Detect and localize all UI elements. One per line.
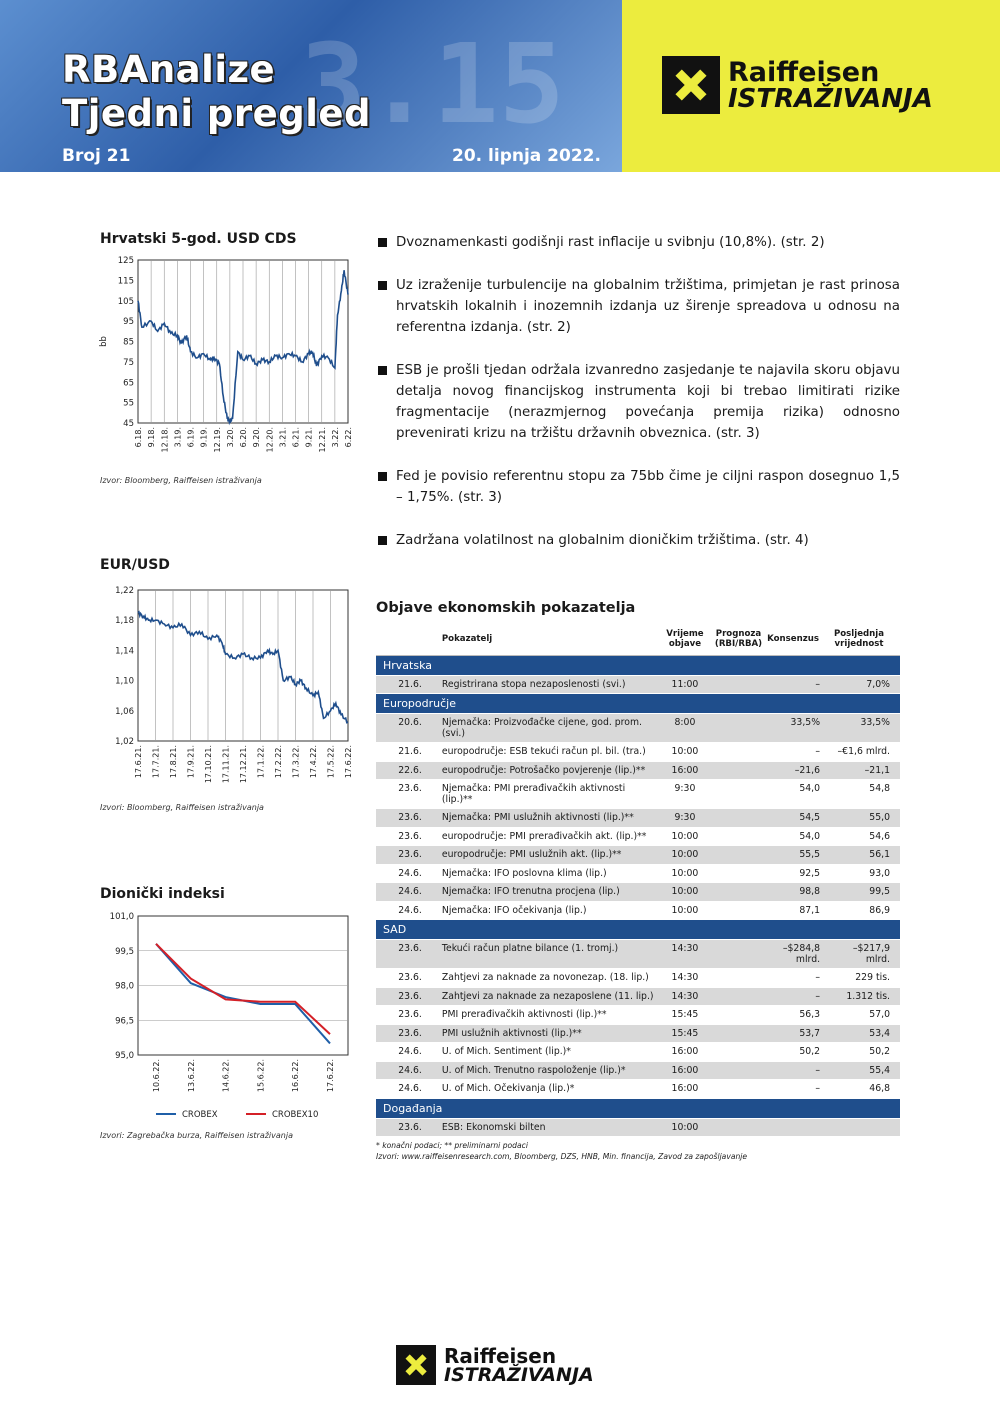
table-row [376,969,900,988]
table-section-row [376,655,900,675]
cell-name: Zahtjevi za naknade za nezaposlene (11. lip.) [436,987,657,1006]
x-tick-label: 15.6.22. [256,1059,266,1093]
x-tick-label: 12.18. [160,427,170,453]
cell-time: 10:00 [657,846,713,865]
cell-time: 8:00 [657,714,713,743]
cell-name: U. of Mich. Sentiment (lip.)* [436,1043,657,1062]
footer-raiffeisen-logo [396,1345,594,1385]
brand-division: ISTRAŽIVANJA [728,83,933,114]
cell-last: –21,1 [826,761,900,780]
cell-consensus: 54,0 [764,780,826,809]
cell-consensus: – [764,987,826,1006]
raiffeisen-gable-icon [662,56,720,114]
x-tick-label: 3.19. [173,427,183,448]
cell-consensus: – [764,1080,826,1099]
table-row [376,1080,900,1099]
y-tick-label: 45 [123,419,134,429]
cell-last: 86,9 [826,901,900,920]
cell-date: 22.6. [376,761,436,780]
report-subtitle: Tjedni pregled [62,92,371,135]
cell-forecast [713,969,764,988]
table-row [376,1118,900,1137]
table-row [376,743,900,762]
header-banner [0,0,622,172]
cell-name: Zahtjevi za naknade za novonezap. (18. lip.) [436,969,657,988]
cell-forecast [713,1080,764,1099]
cell-date: 23.6. [376,940,436,969]
brand-name: Raiffeisen [728,56,880,88]
section-label: Događanja [376,1098,900,1118]
x-tick-label: 9.21. [304,427,314,448]
cell-name: europodručje: PMI prerađivačkih akt. (lip.)** [436,827,657,846]
y-tick-label: 95 [123,317,134,328]
table-row [376,1024,900,1043]
highlight-item: Dvoznamenkasti godišnji rast inflacije u svibnju (10,8%). (str. 2) [378,232,900,253]
y-tick-label: 1,14 [115,646,134,657]
table-row [376,940,900,969]
table-row [376,1006,900,1025]
cell-name: PMI uslužnih aktivnosti (lip.)** [436,1024,657,1043]
cell-last: 53,4 [826,1024,900,1043]
table-row [376,987,900,1006]
cell-date: 23.6. [376,780,436,809]
x-tick-label: 16.6.22. [291,1059,301,1093]
cell-last: –$217,9 mlrd. [826,940,900,969]
x-tick-label: 12.19. [212,427,222,453]
cell-name: PMI prerađivačkih aktivnosti (lip.)** [436,1006,657,1025]
cell-consensus: – [764,675,826,694]
cell-time: 10:00 [657,864,713,883]
cell-date: 23.6. [376,809,436,828]
raiffeisen-gable-icon [396,1345,436,1385]
y-tick-label: 1,06 [115,706,134,717]
cell-forecast [713,864,764,883]
table-section-row [376,1098,900,1118]
cell-date: 24.6. [376,1061,436,1080]
cell-last: 99,5 [826,883,900,902]
x-tick-label: 6.22. [344,427,353,448]
cell-date: 23.6. [376,1118,436,1137]
table-row [376,901,900,920]
cell-consensus: 53,7 [764,1024,826,1043]
x-tick-label: 12.21. [317,427,327,453]
cell-name: Njemačka: PMI prerađivačkih aktivnosti (lip.)** [436,780,657,809]
cell-forecast [713,761,764,780]
x-tick-label: 12.20. [265,427,275,453]
cell-consensus: 50,2 [764,1043,826,1062]
cell-date: 21.6. [376,675,436,694]
table-section-row [376,694,900,714]
x-tick-label: 17.9.21. [186,745,196,779]
cell-last: –€1,6 mlrd. [826,743,900,762]
cell-date: 23.6. [376,846,436,865]
x-tick-label: 17.5.22. [326,745,336,779]
table-row [376,864,900,883]
x-tick-label: 17.2.22. [274,745,283,779]
economic-releases-table [376,623,900,1137]
cell-last: 46,8 [826,1080,900,1099]
eurusd-chart-title: EUR/USD [100,557,170,573]
y-tick-label: 65 [123,378,134,389]
cell-forecast [713,1006,764,1025]
cell-time: 14:30 [657,940,713,969]
table-row [376,761,900,780]
cell-forecast [713,901,764,920]
footer-brand-division: ISTRAŽIVANJA [444,1363,594,1386]
legend-label-crobex10: CROBEX10 [272,1110,319,1120]
cell-last: 56,1 [826,846,900,865]
y-tick-label: 99,5 [115,946,134,957]
cell-forecast [713,1024,764,1043]
table-row [376,846,900,865]
cell-time: 10:00 [657,827,713,846]
cell-last [826,1118,900,1137]
table-row [376,675,900,694]
x-tick-label: 17.8.21. [169,745,178,779]
y-tick-label: 1,18 [115,616,134,627]
cell-date: 23.6. [376,969,436,988]
cell-consensus: – [764,743,826,762]
x-tick-label: 6.21. [291,427,301,448]
cell-date: 23.6. [376,1006,436,1025]
y-tick-label: 55 [123,398,134,409]
cell-forecast [713,780,764,809]
cell-last: 93,0 [826,864,900,883]
raiffeisen-logo [662,56,933,114]
cell-date: 24.6. [376,901,436,920]
cell-forecast [713,987,764,1006]
table-row [376,809,900,828]
y-axis-label: bb [99,336,109,347]
cell-last: 229 tis. [826,969,900,988]
y-tick-label: 1,22 [115,586,134,596]
cell-last: 54,6 [826,827,900,846]
cell-consensus: 54,0 [764,827,826,846]
cell-name: Njemačka: Proizvođačke cijene, god. prom. (svi.) [436,714,657,743]
cell-name: Njemačka: IFO očekivanja (lip.) [436,901,657,920]
cell-consensus: 92,5 [764,864,826,883]
eurusd-chart [96,580,354,795]
x-tick-label: 17.3.22. [291,745,301,779]
cell-last: 55,4 [826,1061,900,1080]
header-forecast: Prognoza (RBI/RBA) [713,623,764,655]
cell-consensus: 87,1 [764,901,826,920]
header-indicator: Pokazatelj [436,623,657,655]
cell-time: 10:00 [657,1118,713,1137]
x-tick-label: 6.20. [239,427,248,448]
table-section-row [376,920,900,940]
cell-time: 15:45 [657,1024,713,1043]
x-tick-label: 14.6.22. [221,1059,231,1093]
cell-date: 24.6. [376,883,436,902]
x-tick-label: 3.20. [225,427,235,448]
y-tick-label: 75 [123,357,134,368]
y-tick-label: 101,0 [109,912,134,922]
cell-time: 10:00 [657,901,713,920]
cell-time: 10:00 [657,743,713,762]
cell-time: 10:00 [657,883,713,902]
cell-last: 7,0% [826,675,900,694]
header-last: Posljednja vrijednost [826,623,900,655]
cell-consensus: –$284,8 mlrd. [764,940,826,969]
cell-time: 16:00 [657,1080,713,1099]
cell-forecast [713,743,764,762]
x-tick-label: 17.1.22. [256,745,266,779]
x-tick-label: 17.4.22. [309,745,318,779]
cell-date: 23.6. [376,1024,436,1043]
table-row [376,827,900,846]
highlights-list [378,232,900,573]
cell-name: Registrirana stopa nezaposlenosti (svi.) [436,675,657,694]
cell-last: 55,0 [826,809,900,828]
cell-name: U. of Mich. Očekivanja (lip.)* [436,1080,657,1099]
cell-forecast [713,1061,764,1080]
cell-name: europodručje: ESB tekući račun pl. bil. (tra.) [436,743,657,762]
x-tick-label: 9.18. [147,427,157,448]
x-tick-label: 17.6.22. [344,745,353,779]
indices-chart-title: Dionički indeksi [100,886,225,902]
cell-consensus [764,1118,826,1137]
table-title: Objave ekonomskih pokazatelja [376,600,636,616]
highlight-item: Zadržana volatilnost na globalnim dioničkim tržištima. (str. 4) [378,530,900,551]
cell-time: 9:30 [657,809,713,828]
table-row [376,883,900,902]
cds-chart-title: Hrvatski 5-god. USD CDS [100,231,297,247]
cell-forecast [713,1118,764,1137]
header-time: Vrijeme objave [657,623,713,655]
table-sources: Izvori: www.raiffeisenresearch.com, Bloomberg, DZS, HNB, Min. financija, Zavod za zapošljavanje [376,1152,748,1161]
cell-forecast [713,883,764,902]
cell-forecast [713,940,764,969]
cell-last: 1.312 tis. [826,987,900,1006]
cell-date: 21.6. [376,743,436,762]
cell-name: U. of Mich. Trenutno raspoloženje (lip.)* [436,1061,657,1080]
cell-date: 23.6. [376,827,436,846]
x-tick-label: 6.19. [186,427,196,448]
cell-name: Njemačka: IFO trenutna procjena (lip.) [436,883,657,902]
eurusd-chart-source: Izvori: Bloomberg, Raiffeisen istraživanja [100,803,264,812]
y-tick-label: 115 [117,276,134,287]
y-tick-label: 105 [117,296,134,307]
y-tick-label: 96,5 [115,1016,134,1027]
footer-brand-name: Raiffeisen [444,1343,557,1368]
y-tick-label: 125 [117,256,134,266]
header-consensus: Konsenzus [764,623,826,655]
y-tick-label: 85 [123,337,134,348]
y-tick-label: 1,10 [115,676,134,687]
x-tick-label: 9.19. [199,427,209,448]
cell-date: 23.6. [376,987,436,1006]
issue-date: 20. lipnja 2022. [452,146,601,166]
legend-label-crobex: CROBEX [182,1110,218,1120]
cell-consensus: 33,5% [764,714,826,743]
x-tick-label: 10.6.22. [152,1059,161,1093]
cell-consensus: – [764,969,826,988]
table-row [376,1061,900,1080]
cell-time: 16:00 [657,1061,713,1080]
cell-date: 24.6. [376,864,436,883]
cell-consensus: – [764,1061,826,1080]
x-tick-label: 17.6.21. [134,745,143,779]
x-tick-label: 17.6.22. [326,1059,335,1093]
cell-last: 50,2 [826,1043,900,1062]
table-footnote: * konačni podaci; ** preliminarni podaci [376,1141,528,1150]
report-title: RBAnalize [62,48,276,91]
x-tick-label: 17.10.21. [204,745,213,784]
cell-name: europodručje: PMI uslužnih akt. (lip.)** [436,846,657,865]
cell-name: Njemačka: PMI uslužnih aktivnosti (lip.)** [436,809,657,828]
x-tick-label: 9.20. [252,427,262,448]
x-tick-label: 3.21. [278,427,288,448]
x-tick-label: 3.22. [330,427,340,448]
issue-number: Broj 21 [62,146,131,166]
table-header-row [376,623,900,655]
highlight-item: ESB je prošli tjedan održala izvanredno zasjedanje te najavila skoru objavu detalja novog financijskog instrumenta koji bi trebao limitirati rizike fragmentacije (nerazmjernog povećanja premija rizika) odnosno prevenirati krizu na tržištu državnih obveznica. (str. 3) [378,360,900,444]
cds-chart-source: Izvor: Bloomberg, Raiffeisen istraživanja [100,476,262,485]
cell-consensus: 54,5 [764,809,826,828]
y-tick-label: 95,0 [115,1051,134,1061]
cell-time: 16:00 [657,761,713,780]
cell-time: 9:30 [657,780,713,809]
section-label: SAD [376,920,900,940]
x-tick-label: 13.6.22. [186,1059,196,1093]
section-label: Hrvatska [376,655,900,675]
x-tick-label: 17.11.21. [221,745,231,784]
cell-date: 20.6. [376,714,436,743]
cell-consensus: 98,8 [764,883,826,902]
cell-consensus: –21,6 [764,761,826,780]
cell-time: 14:30 [657,987,713,1006]
cell-last: 57,0 [826,1006,900,1025]
x-tick-label: 6.18. [134,427,143,448]
cell-consensus: 56,3 [764,1006,826,1025]
y-tick-label: 98,0 [115,981,134,992]
indices-chart-source: Izvori: Zagrebačka burza, Raiffeisen istraživanja [100,1131,293,1140]
cell-date: 24.6. [376,1080,436,1099]
highlight-item: Fed je povisio referentnu stopu za 75bb čime je ciljni raspon dosegnuo 1,5 – 1,75%. (str. 3) [378,466,900,508]
y-tick-label: 1,02 [115,737,134,747]
cell-forecast [713,846,764,865]
cell-forecast [713,714,764,743]
highlight-item: Uz izraženije turbulencije na globalnim tržištima, primjetan je rast prinosa hrvatskih lokalnih i inozemnih izdanja uz širenje spreadova u odnosu na referentna izdanja. (str. 2) [378,275,900,338]
cell-time: 14:30 [657,969,713,988]
cell-name: Njemačka: IFO poslovna klima (lip.) [436,864,657,883]
cell-time: 16:00 [657,1043,713,1062]
cds-chart [96,250,354,468]
cell-last: 54,8 [826,780,900,809]
cell-forecast [713,1043,764,1062]
x-tick-label: 17.12.21. [239,745,248,784]
cell-name: Tekući račun platne bilance (1. tromj.) [436,940,657,969]
cell-name: ESB: Ekonomski bilten [436,1118,657,1137]
x-tick-label: 17.7.21. [151,745,161,779]
table-row [376,780,900,809]
banner-decoration: 3.15 [300,20,565,148]
cell-date: 24.6. [376,1043,436,1062]
cell-time: 15:45 [657,1006,713,1025]
cell-name: europodručje: Potrošačko povjerenje (lip.)** [436,761,657,780]
cell-forecast [713,809,764,828]
cell-forecast [713,675,764,694]
cell-last: 33,5% [826,714,900,743]
section-label: Europodručje [376,694,900,714]
cell-forecast [713,827,764,846]
cell-time: 11:00 [657,675,713,694]
table-row [376,714,900,743]
table-row [376,1043,900,1062]
indices-chart [96,906,354,1126]
cell-consensus: 55,5 [764,846,826,865]
